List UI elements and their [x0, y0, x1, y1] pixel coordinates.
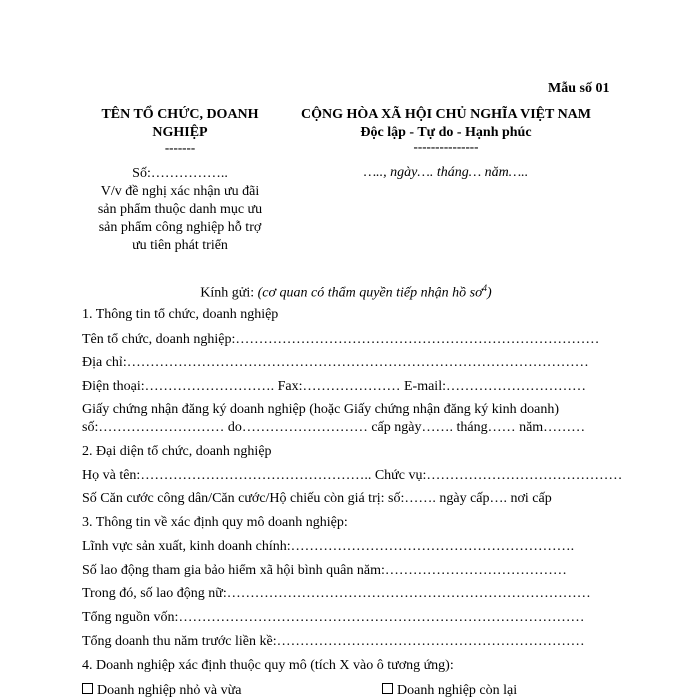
greeting-line: [82, 283, 610, 302]
date-line: ….., ngày…. tháng… năm…..: [363, 165, 529, 180]
subject-line-4: ưu tiên phát triển: [132, 238, 228, 253]
female-labor-field: Trong đó, số lao động nữ:……………………………………………………………………: [82, 586, 591, 601]
contact-field: Điện thoại:………………………. Fax:………………… E-mail:…………………………: [82, 379, 586, 394]
option-small-medium[interactable]: [82, 682, 241, 700]
organization-divider: -------: [164, 140, 196, 155]
greeting-label: Kính gửi:: [200, 285, 258, 301]
national-divider: ---------------: [413, 139, 479, 154]
section3-heading: 3. Thông tin về xác định quy mô doanh nghiệp:: [82, 515, 348, 530]
checkbox-small-medium[interactable]: [82, 683, 93, 694]
revenue-field: Tổng doanh thu năm trước liền kề:…………………………………………………………: [82, 634, 585, 649]
section4-heading: 4. Doanh nghiệp xác định thuộc quy mô (tích X vào ô tương ứng):: [82, 658, 454, 673]
checkbox-other[interactable]: [382, 683, 393, 694]
organization-name-field: Tên tổ chức, doanh nghiệp:……………………………………………………………………: [82, 332, 600, 347]
organization-title-line2: NGHIỆP: [152, 125, 208, 140]
organization-header: [82, 106, 278, 255]
option-other-label: Doanh nghiệp còn lại: [397, 683, 518, 698]
greeting-close: ): [487, 285, 492, 301]
reference-number: Số:……………..: [132, 166, 228, 181]
address-field: Địa chỉ:………………………………………………………………………………………: [82, 355, 589, 370]
form-code: Mẫu số 01: [548, 81, 610, 96]
option-small-medium-label: Doanh nghiệp nhỏ và vừa: [97, 683, 242, 698]
national-header: [282, 106, 610, 182]
greeting-recipient: (cơ quan có thẩm quyền tiếp nhận hồ sơ: [257, 285, 483, 301]
option-other[interactable]: [382, 682, 517, 700]
business-field: Lĩnh vực sản xuất, kinh doanh chính:…………………………………………………….: [82, 539, 575, 554]
footnote-marker: 4: [482, 283, 488, 293]
subject-line-2: sản phẩm thuộc danh mục ưu: [97, 202, 263, 217]
certificate-line-2: số:……………………… do……………………… cấp ngày……. tháng…… năm………: [82, 420, 586, 435]
section1-heading: 1. Thông tin tổ chức, doanh nghiệp: [82, 307, 279, 322]
representative-name-field: Họ và tên:………………………………………….. Chức vụ:……………………………………: [82, 468, 623, 483]
certificate-line-1: Giấy chứng nhận đăng ký doanh nghiệp (hoặc Giấy chứng nhận đăng ký kinh doanh): [82, 402, 560, 417]
capital-field: Tổng nguồn vốn:……………………………………………………………………………: [82, 610, 585, 625]
organization-title-line1: TÊN TỔ CHỨC, DOANH: [101, 107, 259, 122]
section2-heading: 2. Đại diện tổ chức, doanh nghiệp: [82, 444, 272, 459]
subject-line-1: V/v đề nghị xác nhận ưu đãi: [100, 184, 260, 199]
labor-field: Số lao động tham gia bảo hiểm xã hội bình quân năm:…………………………………: [82, 563, 567, 578]
subject-line-3: sản phẩm công nghiệp hỗ trợ: [98, 220, 262, 235]
representative-id-field: Số Căn cước công dân/Căn cước/Hộ chiếu còn giá trị: số:……. ngày cấp…. nơi cấp: [82, 491, 552, 506]
national-title: CỘNG HÒA XÃ HỘI CHỦ NGHĨA VIỆT NAM: [300, 107, 591, 122]
national-motto: Độc lập - Tự do - Hạnh phúc: [360, 125, 532, 140]
